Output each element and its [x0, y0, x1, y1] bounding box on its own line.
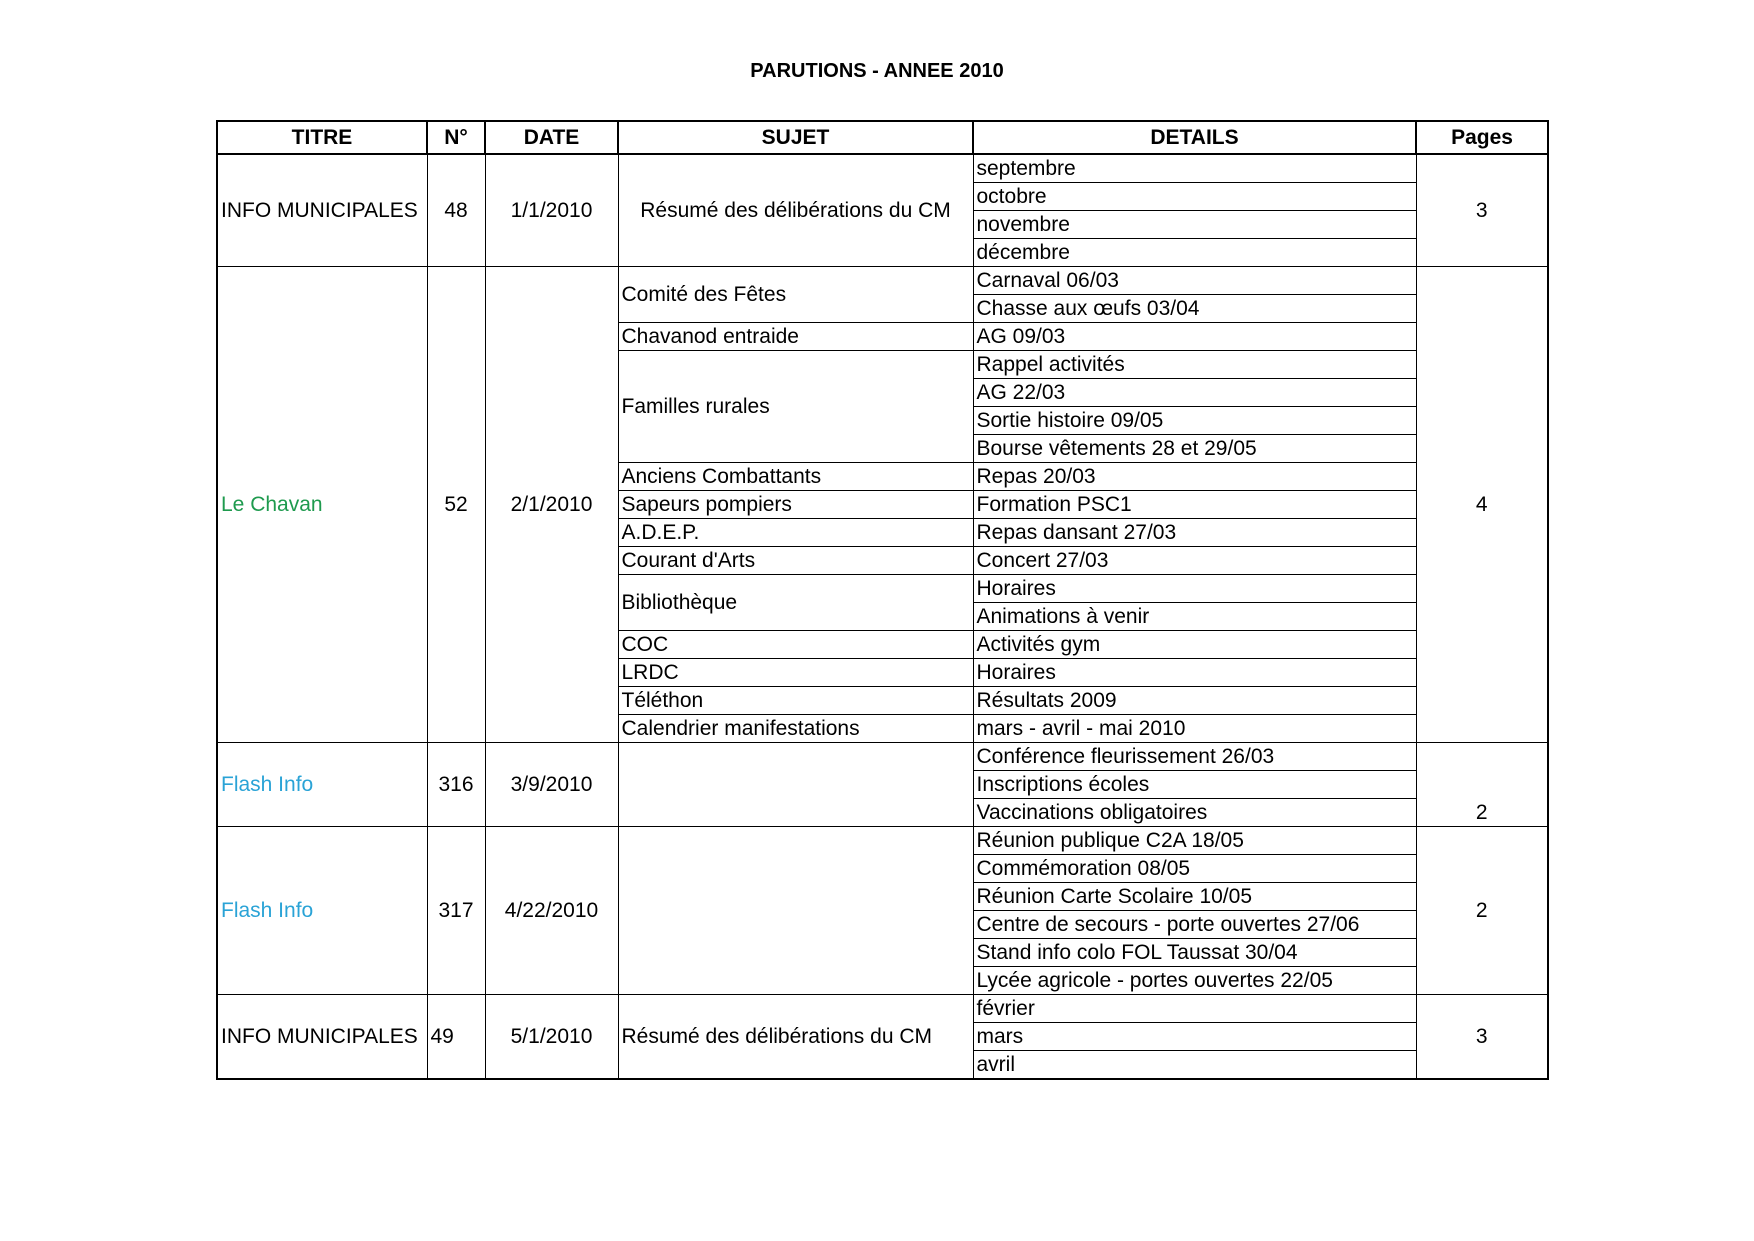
cell-titre: Flash Info	[217, 743, 427, 827]
cell-detail: février	[973, 995, 1416, 1023]
cell-sujet	[618, 827, 973, 995]
cell-detail: Inscriptions écoles	[973, 771, 1416, 799]
cell-num: 316	[427, 743, 485, 827]
cell-detail: Résultats 2009	[973, 687, 1416, 715]
cell-date: 4/22/2010	[485, 827, 618, 995]
cell-num: 317	[427, 827, 485, 995]
cell-titre: Le Chavan	[217, 267, 427, 743]
page-title: PARUTIONS - ANNEE 2010	[750, 60, 1004, 82]
header-row	[217, 121, 1548, 154]
header-sujet: SUJET	[618, 121, 973, 154]
cell-detail: avril	[973, 1051, 1416, 1080]
cell-detail: Repas 20/03	[973, 463, 1416, 491]
cell-sujet: A.D.E.P.	[618, 519, 973, 547]
cell-detail: Commémoration 08/05	[973, 855, 1416, 883]
cell-detail: Chasse aux œufs 03/04	[973, 295, 1416, 323]
cell-num: 48	[427, 154, 485, 267]
cell-pages: 3	[1416, 154, 1548, 267]
cell-detail: Horaires	[973, 575, 1416, 603]
header-pages: Pages	[1416, 121, 1548, 154]
cell-detail: AG 22/03	[973, 379, 1416, 407]
cell-detail: Animations à venir	[973, 603, 1416, 631]
cell-detail: novembre	[973, 211, 1416, 239]
header-num: N°	[427, 121, 485, 154]
cell-sujet: Comité des Fêtes	[618, 267, 973, 323]
cell-detail: octobre	[973, 183, 1416, 211]
cell-detail: décembre	[973, 239, 1416, 267]
cell-date: 2/1/2010	[485, 267, 618, 743]
cell-detail: Sortie histoire 09/05	[973, 407, 1416, 435]
cell-titre: INFO MUNICIPALES	[217, 154, 427, 267]
cell-detail: septembre	[973, 154, 1416, 183]
cell-detail: Carnaval 06/03	[973, 267, 1416, 295]
cell-sujet: Anciens Combattants	[618, 463, 973, 491]
header-titre: TITRE	[217, 121, 427, 154]
cell-sujet: Résumé des délibérations du CM	[618, 995, 973, 1080]
cell-detail: Repas dansant 27/03	[973, 519, 1416, 547]
cell-detail: Centre de secours - porte ouvertes 27/06	[973, 911, 1416, 939]
cell-sujet: Calendrier manifestations	[618, 715, 973, 743]
cell-detail: Lycée agricole - portes ouvertes 22/05	[973, 967, 1416, 995]
parutions-table	[216, 120, 1549, 1080]
table-row	[217, 827, 1548, 855]
cell-titre: INFO MUNICIPALES	[217, 995, 427, 1080]
cell-detail: AG 09/03	[973, 323, 1416, 351]
cell-sujet: COC	[618, 631, 973, 659]
cell-detail: Bourse vêtements 28 et 29/05	[973, 435, 1416, 463]
cell-detail: Vaccinations obligatoires	[973, 799, 1416, 827]
cell-detail: mars	[973, 1023, 1416, 1051]
cell-sujet: Résumé des délibérations du CM	[618, 154, 973, 267]
cell-detail: Réunion publique C2A 18/05	[973, 827, 1416, 855]
header-date: DATE	[485, 121, 618, 154]
cell-pages: 4	[1416, 267, 1548, 743]
cell-num: 52	[427, 267, 485, 743]
header-details: DETAILS	[973, 121, 1416, 154]
cell-detail: Formation PSC1	[973, 491, 1416, 519]
cell-detail: Horaires	[973, 659, 1416, 687]
cell-sujet: Téléthon	[618, 687, 973, 715]
cell-sujet	[618, 743, 973, 827]
cell-sujet: LRDC	[618, 659, 973, 687]
table-row	[217, 995, 1548, 1023]
table-row	[217, 154, 1548, 183]
cell-sujet: Bibliothèque	[618, 575, 973, 631]
cell-sujet: Familles rurales	[618, 351, 973, 463]
cell-pages: 2	[1416, 743, 1548, 827]
cell-pages: 2	[1416, 827, 1548, 995]
cell-pages: 3	[1416, 995, 1548, 1080]
cell-detail: Rappel activités	[973, 351, 1416, 379]
cell-detail: Activités gym	[973, 631, 1416, 659]
cell-detail: Réunion Carte Scolaire 10/05	[973, 883, 1416, 911]
table-row	[217, 743, 1548, 771]
cell-titre: Flash Info	[217, 827, 427, 995]
cell-detail: mars - avril - mai 2010	[973, 715, 1416, 743]
cell-sujet: Chavanod entraide	[618, 323, 973, 351]
table-row	[217, 267, 1548, 295]
cell-sujet: Courant d'Arts	[618, 547, 973, 575]
cell-detail: Stand info colo FOL Taussat 30/04	[973, 939, 1416, 967]
cell-date: 1/1/2010	[485, 154, 618, 267]
cell-detail: Conférence fleurissement 26/03	[973, 743, 1416, 771]
cell-date: 3/9/2010	[485, 743, 618, 827]
cell-sujet: Sapeurs pompiers	[618, 491, 973, 519]
cell-detail: Concert 27/03	[973, 547, 1416, 575]
cell-num: 49	[427, 995, 485, 1080]
cell-date: 5/1/2010	[485, 995, 618, 1080]
